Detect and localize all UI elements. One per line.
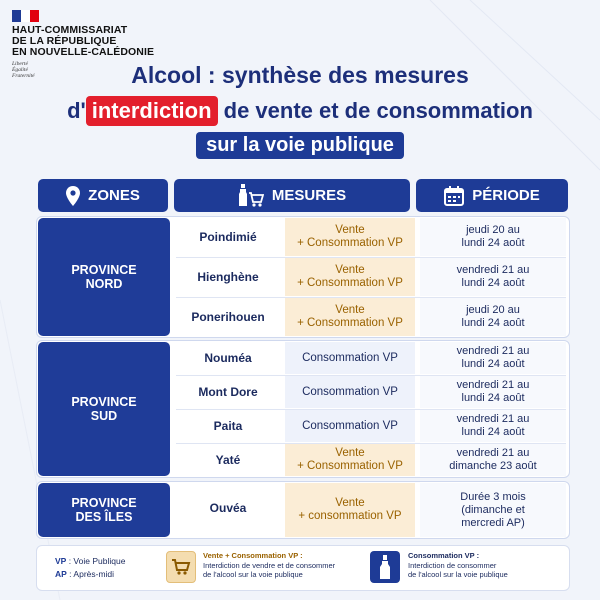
periode-cell: Durée 3 mois (dimanche et mercredi AP) — [420, 483, 566, 537]
periode-cell: vendredi 21 au dimanche 23 août — [420, 444, 566, 476]
city-cell: Hienghène — [197, 270, 259, 284]
mesure-cell-vente: Vente + Consommation VP — [285, 258, 415, 296]
french-flag-icon — [12, 10, 39, 22]
periode-cell: jeudi 20 au lundi 24 août — [420, 218, 566, 256]
mesure-cell-consommation: Consommation VP — [285, 376, 415, 408]
periode-cell: jeudi 20 au lundi 24 août — [420, 298, 566, 336]
title-line-1: Alcool : synthèse des mesures — [131, 62, 469, 88]
logo-line-2: DE LA RÉPUBLIQUE — [12, 35, 117, 47]
legend-vente: Vente + Consommation VP : Interdiction de vendre et de consommer de l'alcool sur la voie publique — [203, 551, 336, 579]
row-divider — [176, 409, 566, 410]
province-iles-label: PROVINCE DES ÎLES — [38, 483, 170, 537]
cart-icon — [166, 551, 196, 583]
title-line-2: d' interdiction de vente et de consommation — [0, 96, 600, 126]
city-cell: Ouvéa — [209, 501, 247, 515]
legend-consommation: Consommation VP : Interdiction de consommer de l'alcool sur la voie publique — [408, 551, 508, 579]
mesure-cell-vente: Vente + consommation VP — [285, 483, 415, 537]
mesure-cell-vente: Vente + Consommation VP — [285, 218, 415, 256]
logo-line-3: EN NOUVELLE-CALÉDONIE — [12, 46, 155, 58]
city-cell: Yaté — [215, 453, 241, 467]
bottle-icon — [370, 551, 400, 583]
title-highlight: interdiction — [86, 96, 218, 126]
row-divider — [176, 443, 566, 444]
row-divider — [176, 297, 566, 298]
row-divider — [176, 257, 566, 258]
periode-cell: vendredi 21 au lundi 24 août — [420, 258, 566, 296]
periode-cell: vendredi 21 au lundi 24 août — [420, 376, 566, 408]
column-header-mesures: MESURES — [174, 179, 410, 212]
location-pin-icon — [66, 186, 80, 206]
mesure-cell-vente: Vente + Consommation VP — [285, 444, 415, 476]
motto: Liberté Égalité Fraternité — [12, 61, 35, 79]
bottle-cart-icon — [238, 184, 264, 208]
province-sud-label: PROVINCE SUD — [38, 342, 170, 476]
row-divider — [176, 375, 566, 376]
title-line-3: sur la voie publique — [196, 132, 404, 159]
periode-cell: vendredi 21 au lundi 24 août — [420, 342, 566, 374]
mesure-cell-consommation: Consommation VP — [285, 410, 415, 442]
column-header-zones: ZONES — [38, 179, 168, 212]
mesure-cell-consommation: Consommation VP — [285, 342, 415, 374]
mesure-cell-vente: Vente + Consommation VP — [285, 298, 415, 336]
city-cell: Mont Dore — [198, 385, 258, 399]
periode-cell: vendredi 21 au lundi 24 août — [420, 410, 566, 442]
legend-abbreviations: VP : Voie Publique AP : Après-midi — [55, 556, 126, 579]
city-cell: Paita — [213, 419, 243, 433]
logo-line-1: HAUT-COMMISSARIAT — [12, 24, 128, 36]
province-nord-label: PROVINCE NORD — [38, 218, 170, 336]
column-header-periode: PÉRIODE — [416, 179, 568, 212]
city-cell: Poindimié — [199, 230, 257, 244]
city-cell: Ponerihouen — [191, 310, 265, 324]
calendar-icon — [444, 186, 464, 206]
city-cell: Nouméa — [204, 351, 252, 365]
